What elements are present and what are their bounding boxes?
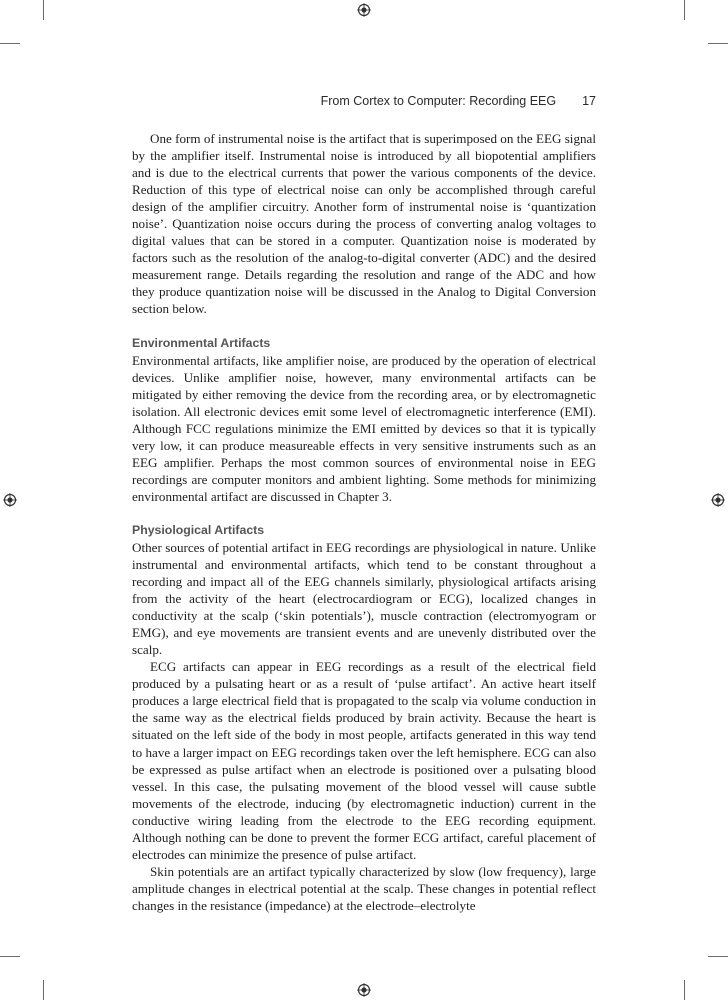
- paragraph-physiological-artifacts: Other sources of potential artifact in EEG recordings are physiological in nature. Unlike instrumental and environmental artifacts, which tend to be constant throughout a recording and impact all of the EEG channels similarly, physiological artifacts arising from the activity of the heart (electrocardiogram or ECG), localized changes in conductivity at the scalp (‘skin potentials’), muscle contraction (electromyogram or EMG), and eye movements are transient events and are unevenly distributed over the scalp.: [132, 539, 596, 658]
- crop-mark-top-right: [684, 0, 685, 20]
- crop-mark-bottom-left: [43, 980, 44, 1000]
- section-gap: [132, 505, 596, 522]
- paragraph-skin-potentials: Skin potentials are an artifact typically characterized by slow (low frequency), large amplitude changes in electrical potential at the scalp. These changes in potential reflect changes in the resistance (impedance) at the electrode–electrolyte: [132, 863, 596, 913]
- running-title: From Cortex to Computer: Recording EEG: [320, 94, 557, 108]
- crop-mark-bottom-left-h: [0, 956, 20, 957]
- page-body: [132, 130, 596, 914]
- registration-mark-left-icon: [3, 493, 17, 507]
- paragraph-environmental-artifacts: Environmental artifacts, like amplifier noise, are produced by the operation of electrical devices. Unlike amplifier noise, however, many environmental artifacts can be mitigated by either removing the device from the recording area, or by electromagnetic isolation. All electronic devices emit some level of electromagnetic interference (EMI). Although FCC regulations minimize the EMI emitted by devices so that it is typically very low, it can produce measureable effects in very sensitive instruments such as an EEG amplifier. Perhaps the most common sources of environmental noise in EEG recordings are computer monitors and ambient lighting. Some methods for minimizing environmental artifact are discussed in Chapter 3.: [132, 352, 596, 504]
- heading-physiological-artifacts: Physiological Artifacts: [132, 522, 265, 537]
- crop-mark-top-left-h: [0, 43, 20, 44]
- registration-mark-top-icon: [357, 3, 371, 17]
- heading-environmental-artifacts: Environmental Artifacts: [132, 335, 271, 350]
- section-gap: [132, 318, 596, 335]
- crop-mark-top-left: [43, 0, 44, 20]
- paragraph-instrumental-noise: One form of instrumental noise is the artifact that is superimposed on the EEG signal by the amplifier itself. Instrumental noise is introduced by all biopotential amplifiers and is due to the electrical currents that power the various components of the device. Reduction of this type of electrical noise can only be accomplished through careful design of the amplifier circuitry. Another form of instrumental noise is ‘quantization noise’. Quantization noise occurs during the process of converting analog voltages to digital values that can be stored in a computer. Quantization noise is moderated by factors such as the resolution of the analog-to-digital converter (ADC) and the desired measurement range. Details regarding the resolution and range of the ADC and how they produce quantization noise will be discussed in the Analog to Digital Conversion section below.: [132, 131, 596, 317]
- registration-mark-bottom-icon: [357, 983, 371, 997]
- registration-mark-right-icon: [711, 493, 725, 507]
- crop-mark-top-right-h: [708, 43, 728, 44]
- running-header: [132, 94, 596, 108]
- page-number: 17: [582, 94, 596, 108]
- crop-mark-bottom-right: [684, 980, 685, 1000]
- crop-mark-bottom-right-h: [708, 956, 728, 957]
- paragraph-ecg-artifacts: ECG artifacts can appear in EEG recordings as a result of the electrical field produced by a pulsating heart or as a result of ‘pulse artifact’. An active heart itself produces a large electrical field that is propagated to the scalp via volume conduction in the same way as the electrical fields produced by brain activity. Because the heart is situated on the left side of the body in most people, artifacts generated in this way tend to have a larger impact on EEG recordings taken over the left hemisphere. ECG can also be expressed as pulse artifact when an electrode is positioned over a pulsating blood vessel. In this case, the pulsating movement of the blood vessel will cause subtle movements of the electrode, inducing (by electromagnetic induction) current in the conductive wiring leading from the electrode to the EEG recording equipment. Although nothing can be done to prevent the former ECG artifact, careful placement of electrodes can minimize the presence of pulse artifact.: [132, 659, 596, 862]
